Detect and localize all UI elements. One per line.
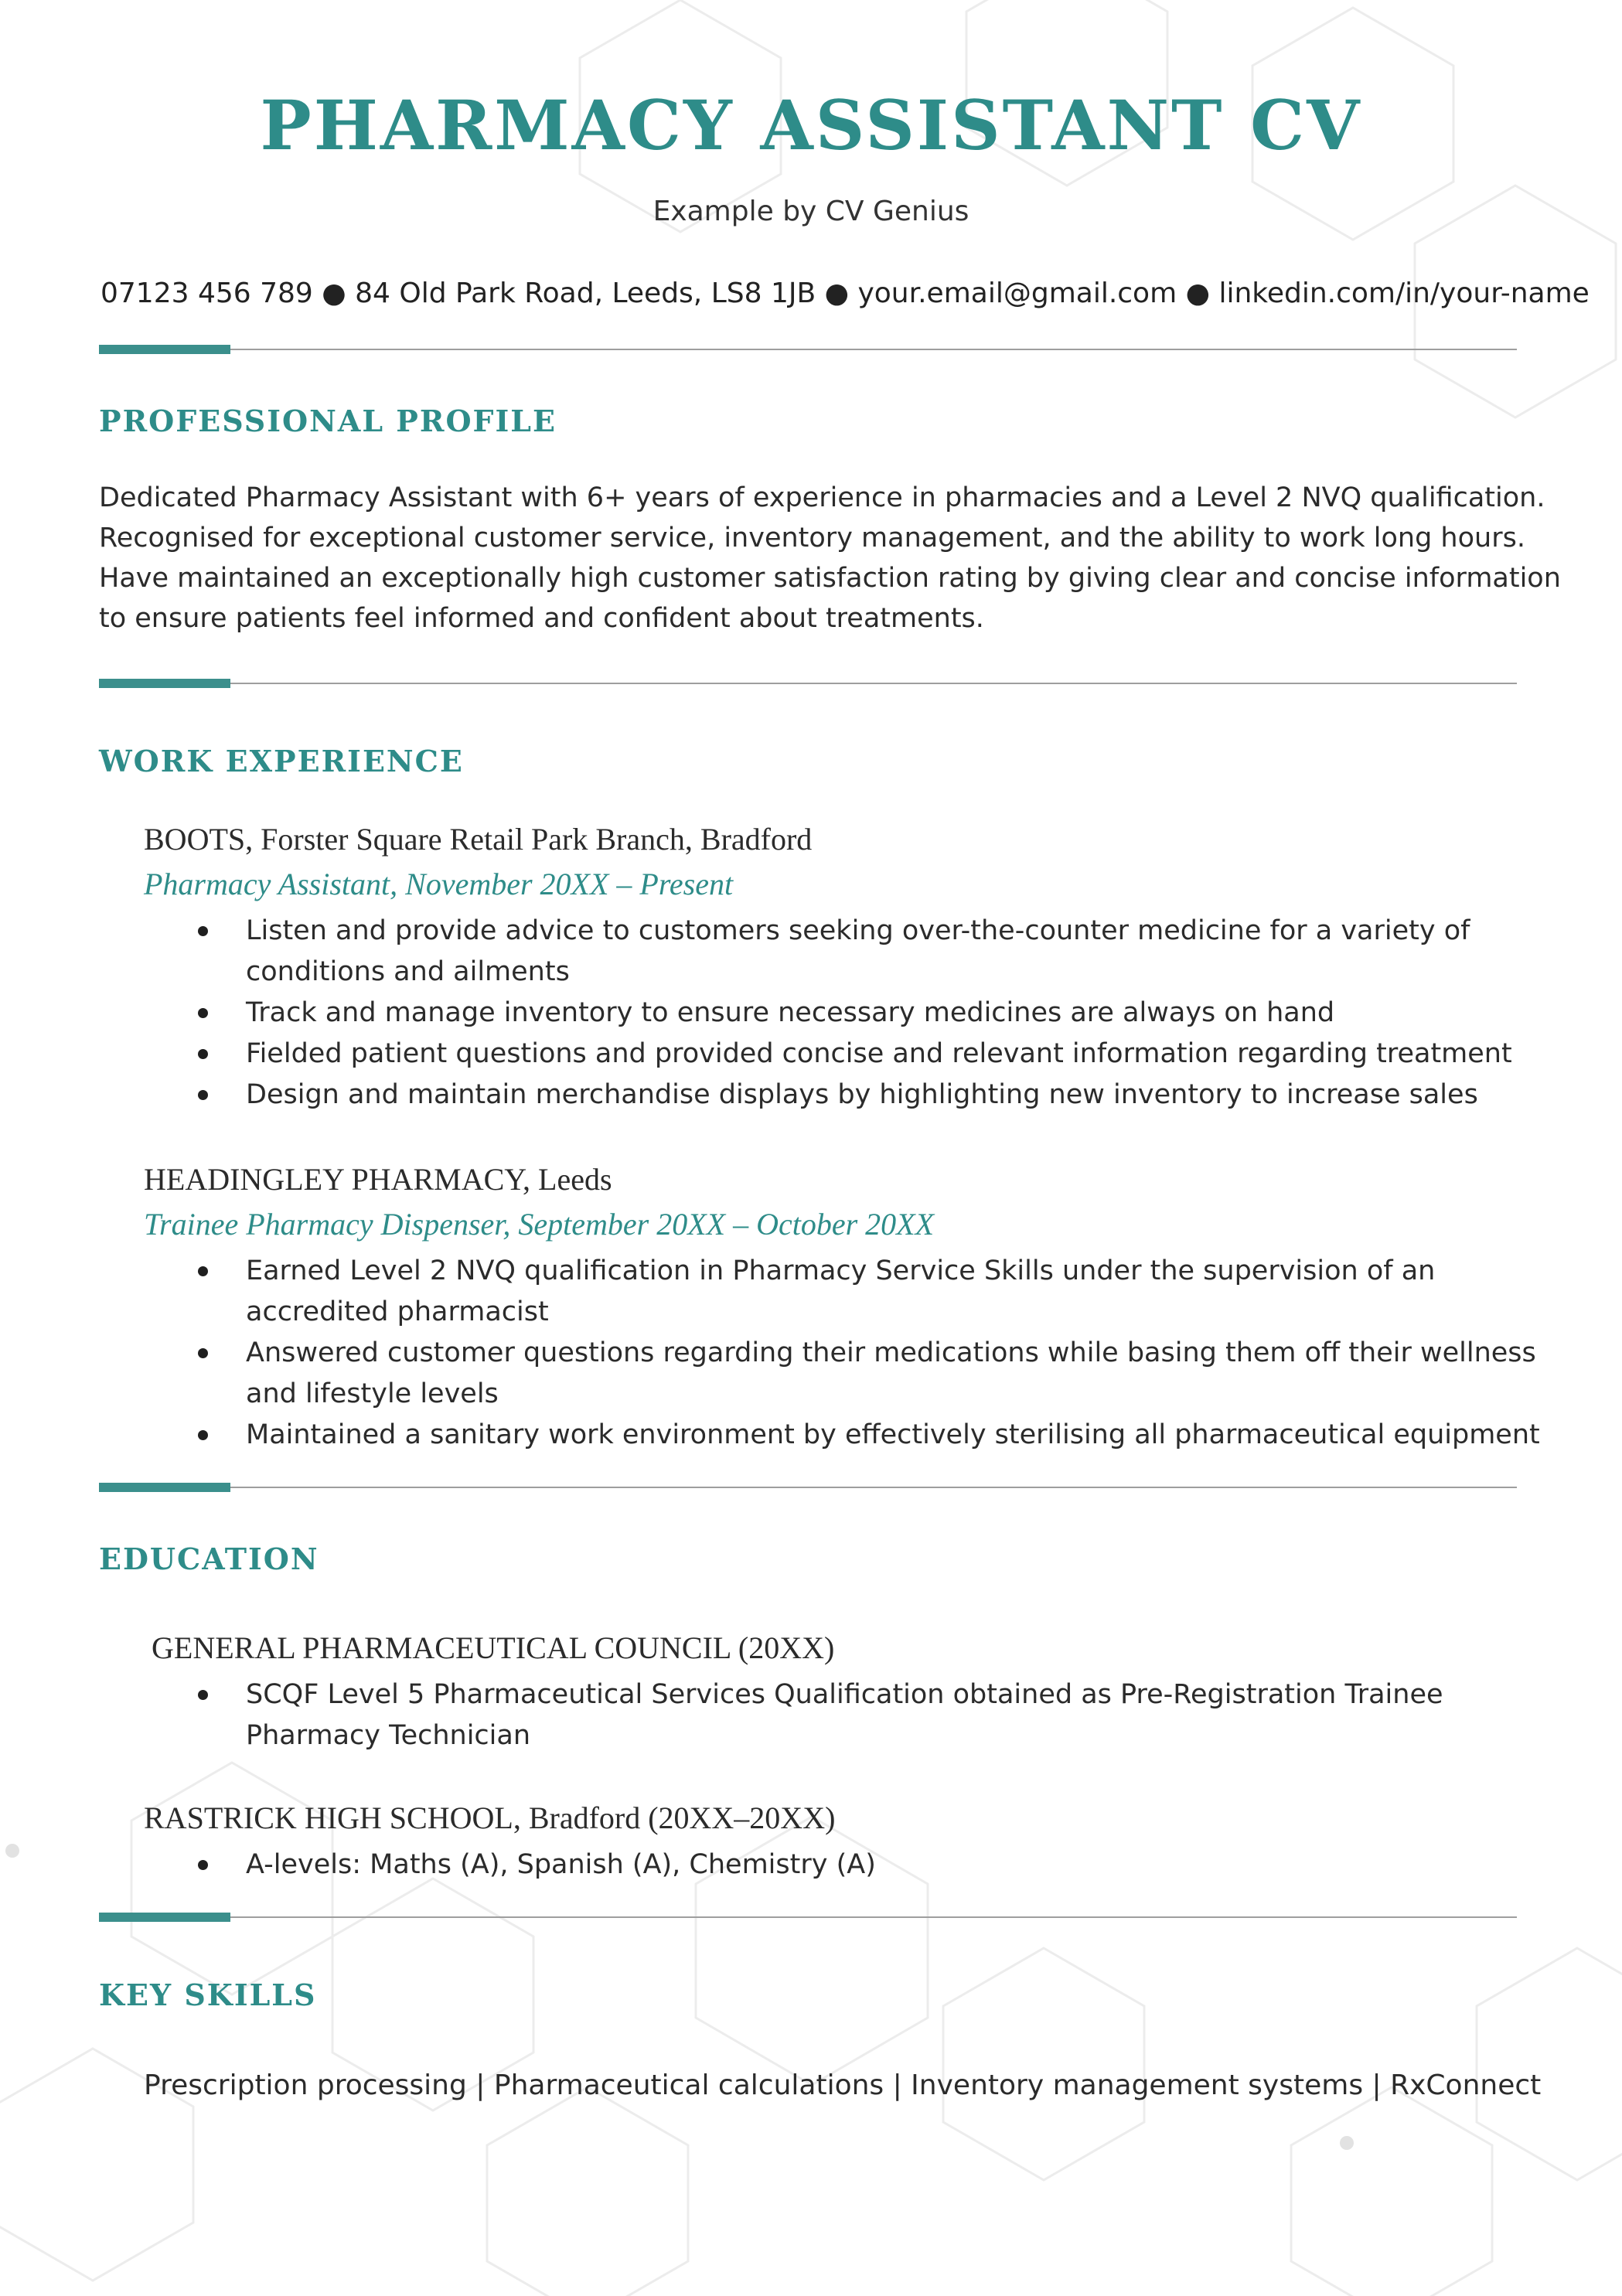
list-item: and lifestyle levels: [246, 1378, 499, 1409]
experience-heading: WORK EXPERIENCE: [99, 744, 464, 778]
cv-title: PHARMACY ASSISTANT CV: [260, 85, 1362, 165]
list-item: Maintained a sanitary work environment by effectively sterilising all pharmaceutical equipment: [144, 1415, 1535, 1456]
skills-heading: KEY SKILLS: [99, 1977, 317, 2012]
section-divider: [99, 345, 1517, 354]
cv-subtitle: Example by CV Genius: [653, 196, 969, 227]
job-bullets: [144, 911, 1535, 1116]
list-item: conditions and ailments: [246, 956, 570, 987]
education-bullets: [144, 1674, 1535, 1756]
profile-heading: PROFESSIONAL PROFILE: [99, 404, 557, 438]
section-divider: [99, 1483, 1517, 1492]
job-title: Trainee Pharmacy Dispenser, September 20XX – October 20XX: [144, 1207, 935, 1242]
profile-line: Recognised for exceptional customer service, inventory management, and the ability to work long hours.: [99, 523, 1525, 554]
list-item: Pharmacy Technician: [246, 1720, 531, 1751]
list-item: Earned Level 2 NVQ qualification in Pharmacy Service Skills under the supervision of an: [144, 1251, 1535, 1292]
job-bullets: [144, 1251, 1540, 1456]
profile-line: Dedicated Pharmacy Assistant with 6+ years of experience in pharmacies and a Level 2 NVQ qualification.: [99, 482, 1545, 513]
education-heading: EDUCATION: [99, 1541, 319, 1576]
profile-line: to ensure patients feel informed and confident about treatments.: [99, 603, 984, 634]
list-item: Listen and provide advice to customers seeking over-the-counter medicine for a variety of: [144, 911, 1535, 952]
section-divider: [99, 1913, 1517, 1922]
school-name: RASTRICK HIGH SCHOOL, Bradford (20XX–20XX): [144, 1800, 836, 1835]
list-item: Design and maintain merchandise displays by highlighting new inventory to increase sales: [144, 1075, 1535, 1116]
school-name: GENERAL PHARMACEUTICAL COUNCIL (20XX): [152, 1630, 835, 1665]
employer-name: HEADINGLEY PHARMACY, Leeds: [144, 1162, 612, 1197]
skills-list: Prescription processing | Pharmaceutical calculations | Inventory management systems | RxConnect: [144, 2069, 1542, 2101]
list-item: Fielded patient questions and provided concise and relevant information regarding treatment: [144, 1034, 1535, 1075]
list-item: A-levels: Maths (A), Spanish (A), Chemistry (A): [144, 1845, 1535, 1886]
profile-line: Have maintained an exceptionally high customer satisfaction rating by giving clear and concise information: [99, 563, 1561, 594]
job-title: Pharmacy Assistant, November 20XX – Present: [144, 867, 734, 901]
section-divider: [99, 679, 1517, 688]
list-item: accredited pharmacist: [246, 1296, 549, 1327]
list-item: Track and manage inventory to ensure necessary medicines are always on hand: [144, 993, 1535, 1034]
list-item: Answered customer questions regarding their medications while basing them off their wellness: [144, 1333, 1535, 1374]
list-item: SCQF Level 5 Pharmaceutical Services Qualification obtained as Pre-Registration Trainee: [144, 1674, 1535, 1715]
employer-name: BOOTS, Forster Square Retail Park Branch, Bradford: [144, 822, 813, 857]
education-bullets: [144, 1845, 1535, 1886]
contact-line: 07123 456 789 ● 84 Old Park Road, Leeds, LS8 1JB ● your.email@gmail.com ● linkedin.com/in/your-name: [101, 278, 1590, 309]
profile-text: [99, 478, 1561, 639]
